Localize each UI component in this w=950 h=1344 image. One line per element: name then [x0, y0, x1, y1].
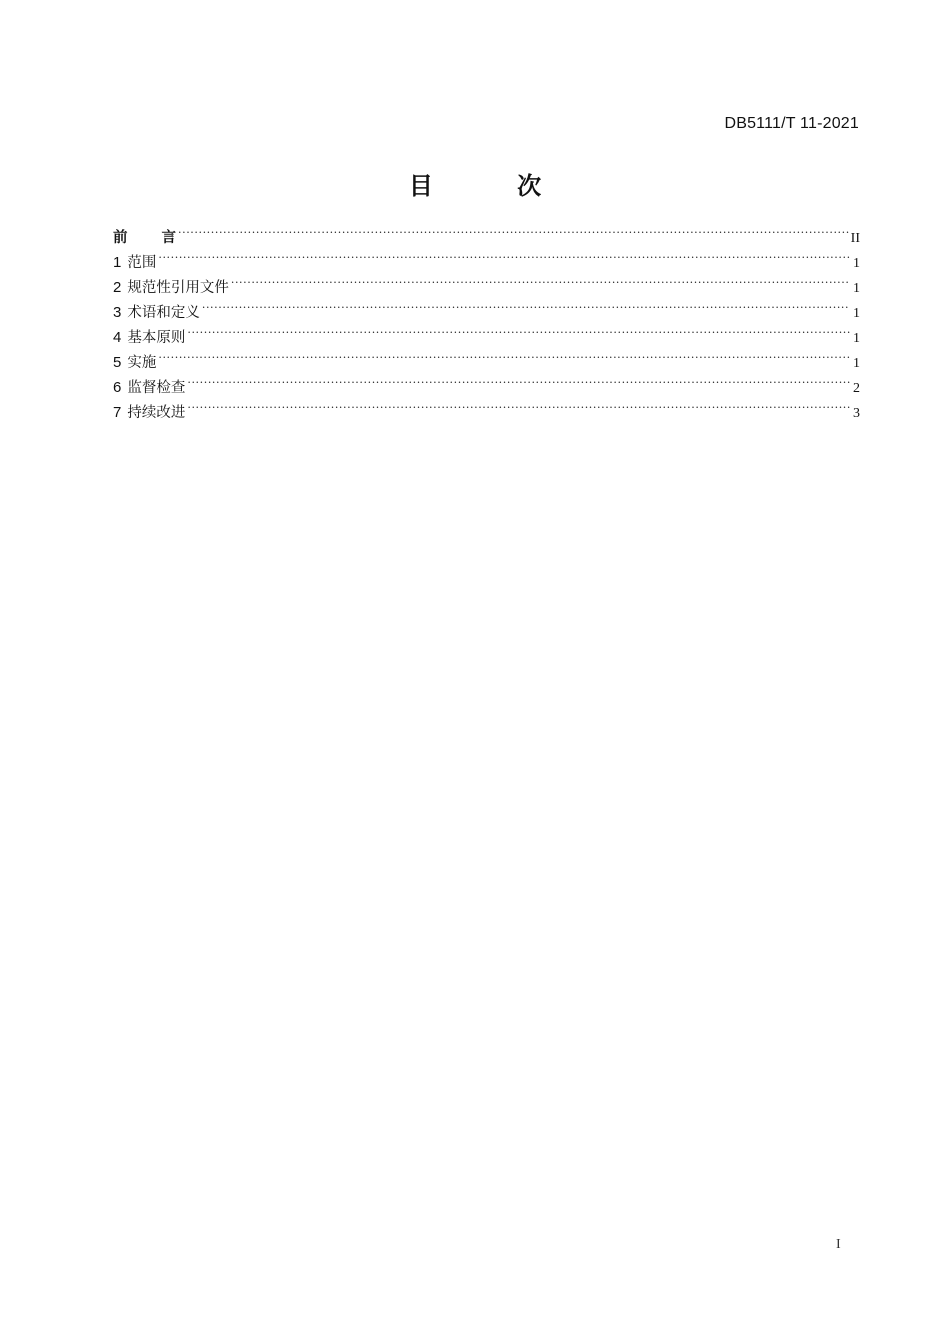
toc-page-number: II — [850, 231, 860, 246]
toc-page-number: 1 — [853, 281, 860, 296]
toc-item-scope[interactable] — [113, 242, 860, 271]
toc-section-number: 5 — [113, 354, 122, 371]
page-number: I — [836, 1237, 841, 1252]
toc-section-number: 3 — [113, 304, 122, 321]
toc-label: 范围 — [127, 255, 157, 271]
toc-dot-leader — [202, 292, 850, 317]
toc-section-number: 6 — [113, 379, 122, 396]
toc-dot-leader — [187, 367, 850, 392]
toc-page-number: 1 — [853, 256, 860, 271]
page-title: 目 次 — [408, 172, 580, 200]
toc-label-part: 言 — [161, 230, 176, 246]
toc-page-number: 3 — [853, 406, 860, 421]
document-code: DB5111/T 11-2021 — [724, 115, 859, 132]
toc-section-number: 1 — [113, 254, 122, 271]
toc-page-number: 2 — [853, 381, 860, 396]
toc-dot-leader — [158, 342, 850, 367]
toc-page-number: 1 — [853, 331, 860, 346]
toc-dot-leader — [187, 392, 850, 417]
toc-item-continuous-improvement[interactable] — [113, 392, 860, 421]
toc-dot-leader — [158, 242, 850, 267]
toc-item-foreword[interactable] — [113, 217, 860, 246]
toc-item-normative-references[interactable] — [113, 267, 860, 296]
toc-item-terms-definitions[interactable] — [113, 292, 860, 321]
toc-label: 监督检查 — [127, 380, 186, 396]
toc-dot-leader — [178, 217, 849, 242]
toc-label: 基本原则 — [127, 330, 186, 346]
toc-item-implementation[interactable] — [113, 342, 860, 371]
toc-item-supervision[interactable] — [113, 367, 860, 396]
toc-dot-leader — [231, 267, 850, 292]
table-of-contents — [113, 217, 860, 421]
toc-dot-leader — [187, 317, 850, 342]
toc-section-number: 2 — [113, 279, 122, 296]
toc-page-number: 1 — [853, 306, 860, 321]
toc-label: 实施 — [127, 355, 157, 371]
toc-label-part: 前 — [113, 230, 162, 246]
toc-item-basic-principles[interactable] — [113, 317, 860, 346]
toc-section-number: 7 — [113, 404, 122, 421]
toc-page-number: 1 — [853, 356, 860, 371]
toc-label: 持续改进 — [127, 405, 186, 421]
toc-section-number: 4 — [113, 329, 122, 346]
toc-label: 规范性引用文件 — [127, 280, 229, 296]
toc-label: 术语和定义 — [127, 305, 200, 321]
